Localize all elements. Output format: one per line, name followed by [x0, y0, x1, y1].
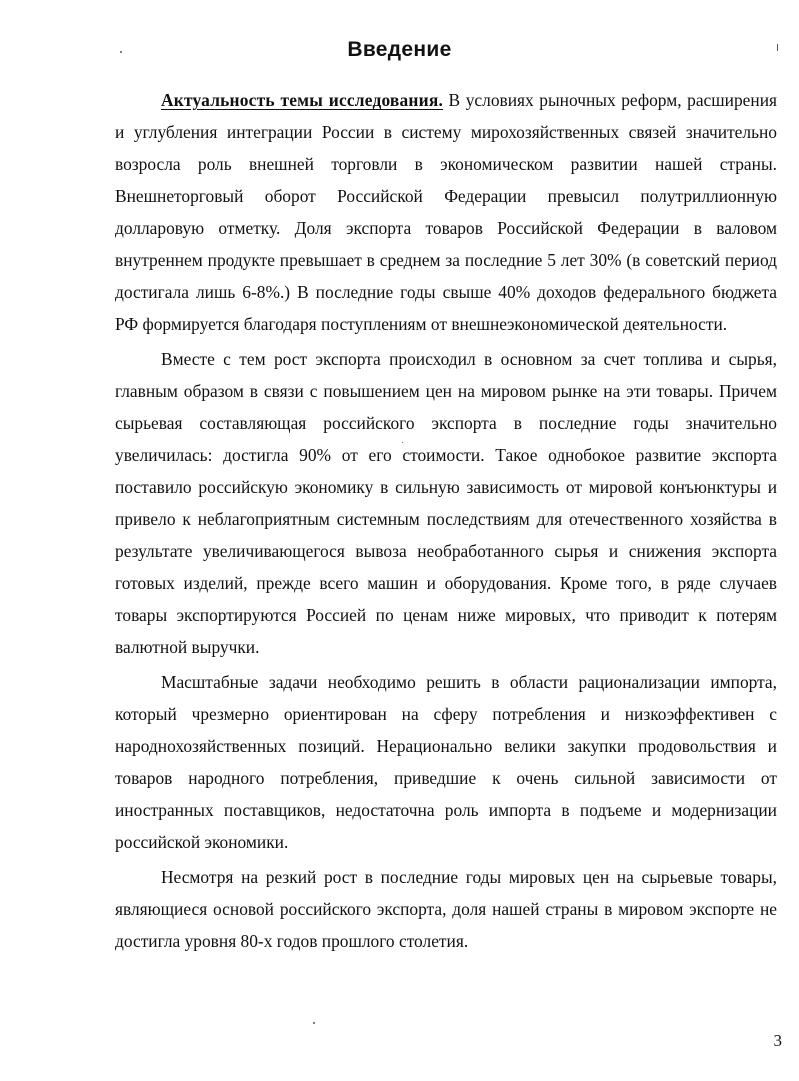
paragraph	[115, 861, 777, 957]
scan-speck	[313, 1022, 315, 1024]
paragraph	[115, 343, 777, 663]
page-number: 3	[773, 1031, 782, 1050]
body-text	[115, 84, 777, 957]
paragraph-text: Вместе с тем рост экспорта происходил в основном за счет топлива и сырья, главным образом в связи с повышением цен на мировом рынке на эти товары. Причем сырьевая составляющая российского экспорта в последние годы значительно увеличилась: достигла 90% от его стоимости. Такое однобокое развитие экспорта поставило российскую экономику в сильную зависимость от мировой конъюнктуры и привело к неблагоприятным системным последствиям для отечественного хозяйства в результате увеличивающегося вывоза необработанного сырья и снижения экспорта готовых изделий, прежде всего машин и оборудования. Кроме того, в ряде случаев товары экспортируются Россией по ценам ниже мировых, что приводит к потерям валютной выручки.	[115, 349, 777, 657]
paragraph-text: Масштабные задачи необходимо решить в области рационализации импорта, который чрезмерно ориентирован на сферу потребления и низкоэффективен с народнохозяйственных позиций. Нерационально велики закупки продовольствия и товаров народного потребления, приведшие к очень сильной зависимости от иностранных поставщиков, недостаточна роль импорта в подъеме и модернизации российской экономики.	[115, 672, 777, 852]
paragraph	[115, 84, 777, 340]
paragraph	[115, 666, 777, 858]
paragraph-text: В условиях рыночных реформ, расширения и углубления интеграции России в систему мирохозяйственных связей значительно возросла роль внешней торговли в экономическом развитии нашей страны. Внешнеторговый оборот Российской Федерации превысил полутриллионную долларовую отметку. Доля экспорта товаров Российской Федерации в валовом внутреннем продукте превышает в среднем за последние 5 лет 30% (в советский период достигала лишь 6-8%.) В последние годы свыше 40% доходов федерального бюджета РФ формируется благодаря поступлениям от внешнеэкономической деятельности.	[115, 90, 778, 334]
paragraph-lead: Актуальность темы исследования.	[161, 90, 443, 110]
page-title: Введение	[347, 38, 452, 61]
paragraph-text: Несмотря на резкий рост в последние годы мировых цен на сырьевые товары, являющиеся основой российского экспорта, доля нашей страны в мировом экспорте не достигла уровня 80-х годов прошлого столетия.	[115, 867, 777, 951]
